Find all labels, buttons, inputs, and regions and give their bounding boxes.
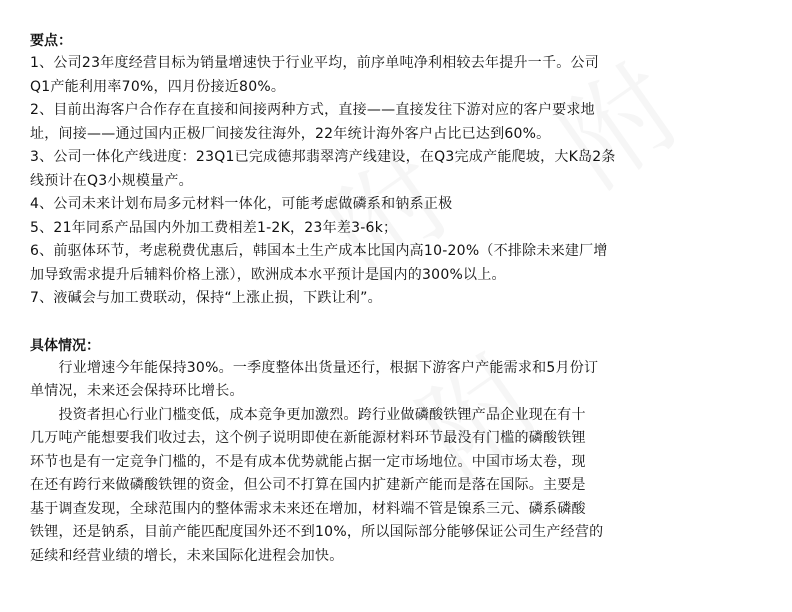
text-line: 址，间接——通过国内正极厂间接发往海外，22年统计海外客户占比已达到60%。 [30,125,551,142]
text-line: 环节也是有一定竞争门槛的，不是有成本优势就能占据一定市场地位。中国市场太卷，现 [30,453,586,470]
text-line: 单情况，未来还会保持环比增长。 [30,383,244,399]
details-paragraphs [30,357,772,569]
section-title-details: 具体情况： [30,337,100,354]
text-line: 行业增速今年能保持30%。一季度整体出货量还行，根据下游客户产能需求和5月份订 [30,359,599,376]
section-gap [30,311,772,335]
text-line: 投资者担心行业门槛变低，成本竞争更加激烈。跨行业做磷酸铁锂产品企业现在有十 [30,406,586,423]
text-line: 线预计在Q3小规模量产。 [30,172,193,189]
text-line: 1、公司23年度经营目标为销量增速快于行业平均，前序单吨净利相较去年提升一千。公司 [30,55,599,71]
text-line: 4、公司未来计划布局多元材料一体化，可能考虑做磷系和钠系正极 [30,196,453,212]
text-line: 加导致需求提升后辅料价格上涨），欧洲成本水平预计是国内的300%以上。 [30,266,506,283]
text-line: 7、液碱会与加工费联动，保持“上涨止损，下跌让利”。 [30,290,382,306]
section-title-key-points: 要点： [30,33,72,49]
text-line: 延续和经营业绩的增长，未来国际化进程会加快。 [30,547,344,564]
document-body [30,30,772,568]
text-line: 几万吨产能想要我们收过去，这个例子说明即使在新能源材料环节最没有门槛的磷酸铁锂 [30,430,586,446]
text-line: 3、公司一体化产线进度：23Q1已完成德邦翡翠湾产线建设，在Q3完成产能爬坡，大K岛2条 [30,149,616,165]
text-line: Q1产能利用率70%，四月份接近80%。 [30,78,286,95]
text-line: 基于调查发现，全球范围内的整体需求未来还在增加，材料端不管是镍系三元、磷系磷酸 [30,500,586,517]
key-points-list [30,52,772,311]
text-line: 2、目前出海客户合作存在直接和间接两种方式，直接——直接发往下游对应的客户要求地 [30,102,595,118]
text-line: 5、21年同系产品国内外加工费相差1-2K，23年差3-6k； [30,219,398,236]
text-line: 在还有跨行来做磷酸铁锂的资金，但公司不打算在国内扩建新产能而是落在国际。主要是 [30,477,586,493]
text-line: 6、前驱体环节，考虑税费优惠后，韩国本土生产成本比国内高10-20%（不排除未来建厂增 [30,243,608,259]
text-line: 铁锂，还是钠系，目前产能匹配度国外还不到10%，所以国际部分能够保证公司生产经营的 [30,524,604,540]
